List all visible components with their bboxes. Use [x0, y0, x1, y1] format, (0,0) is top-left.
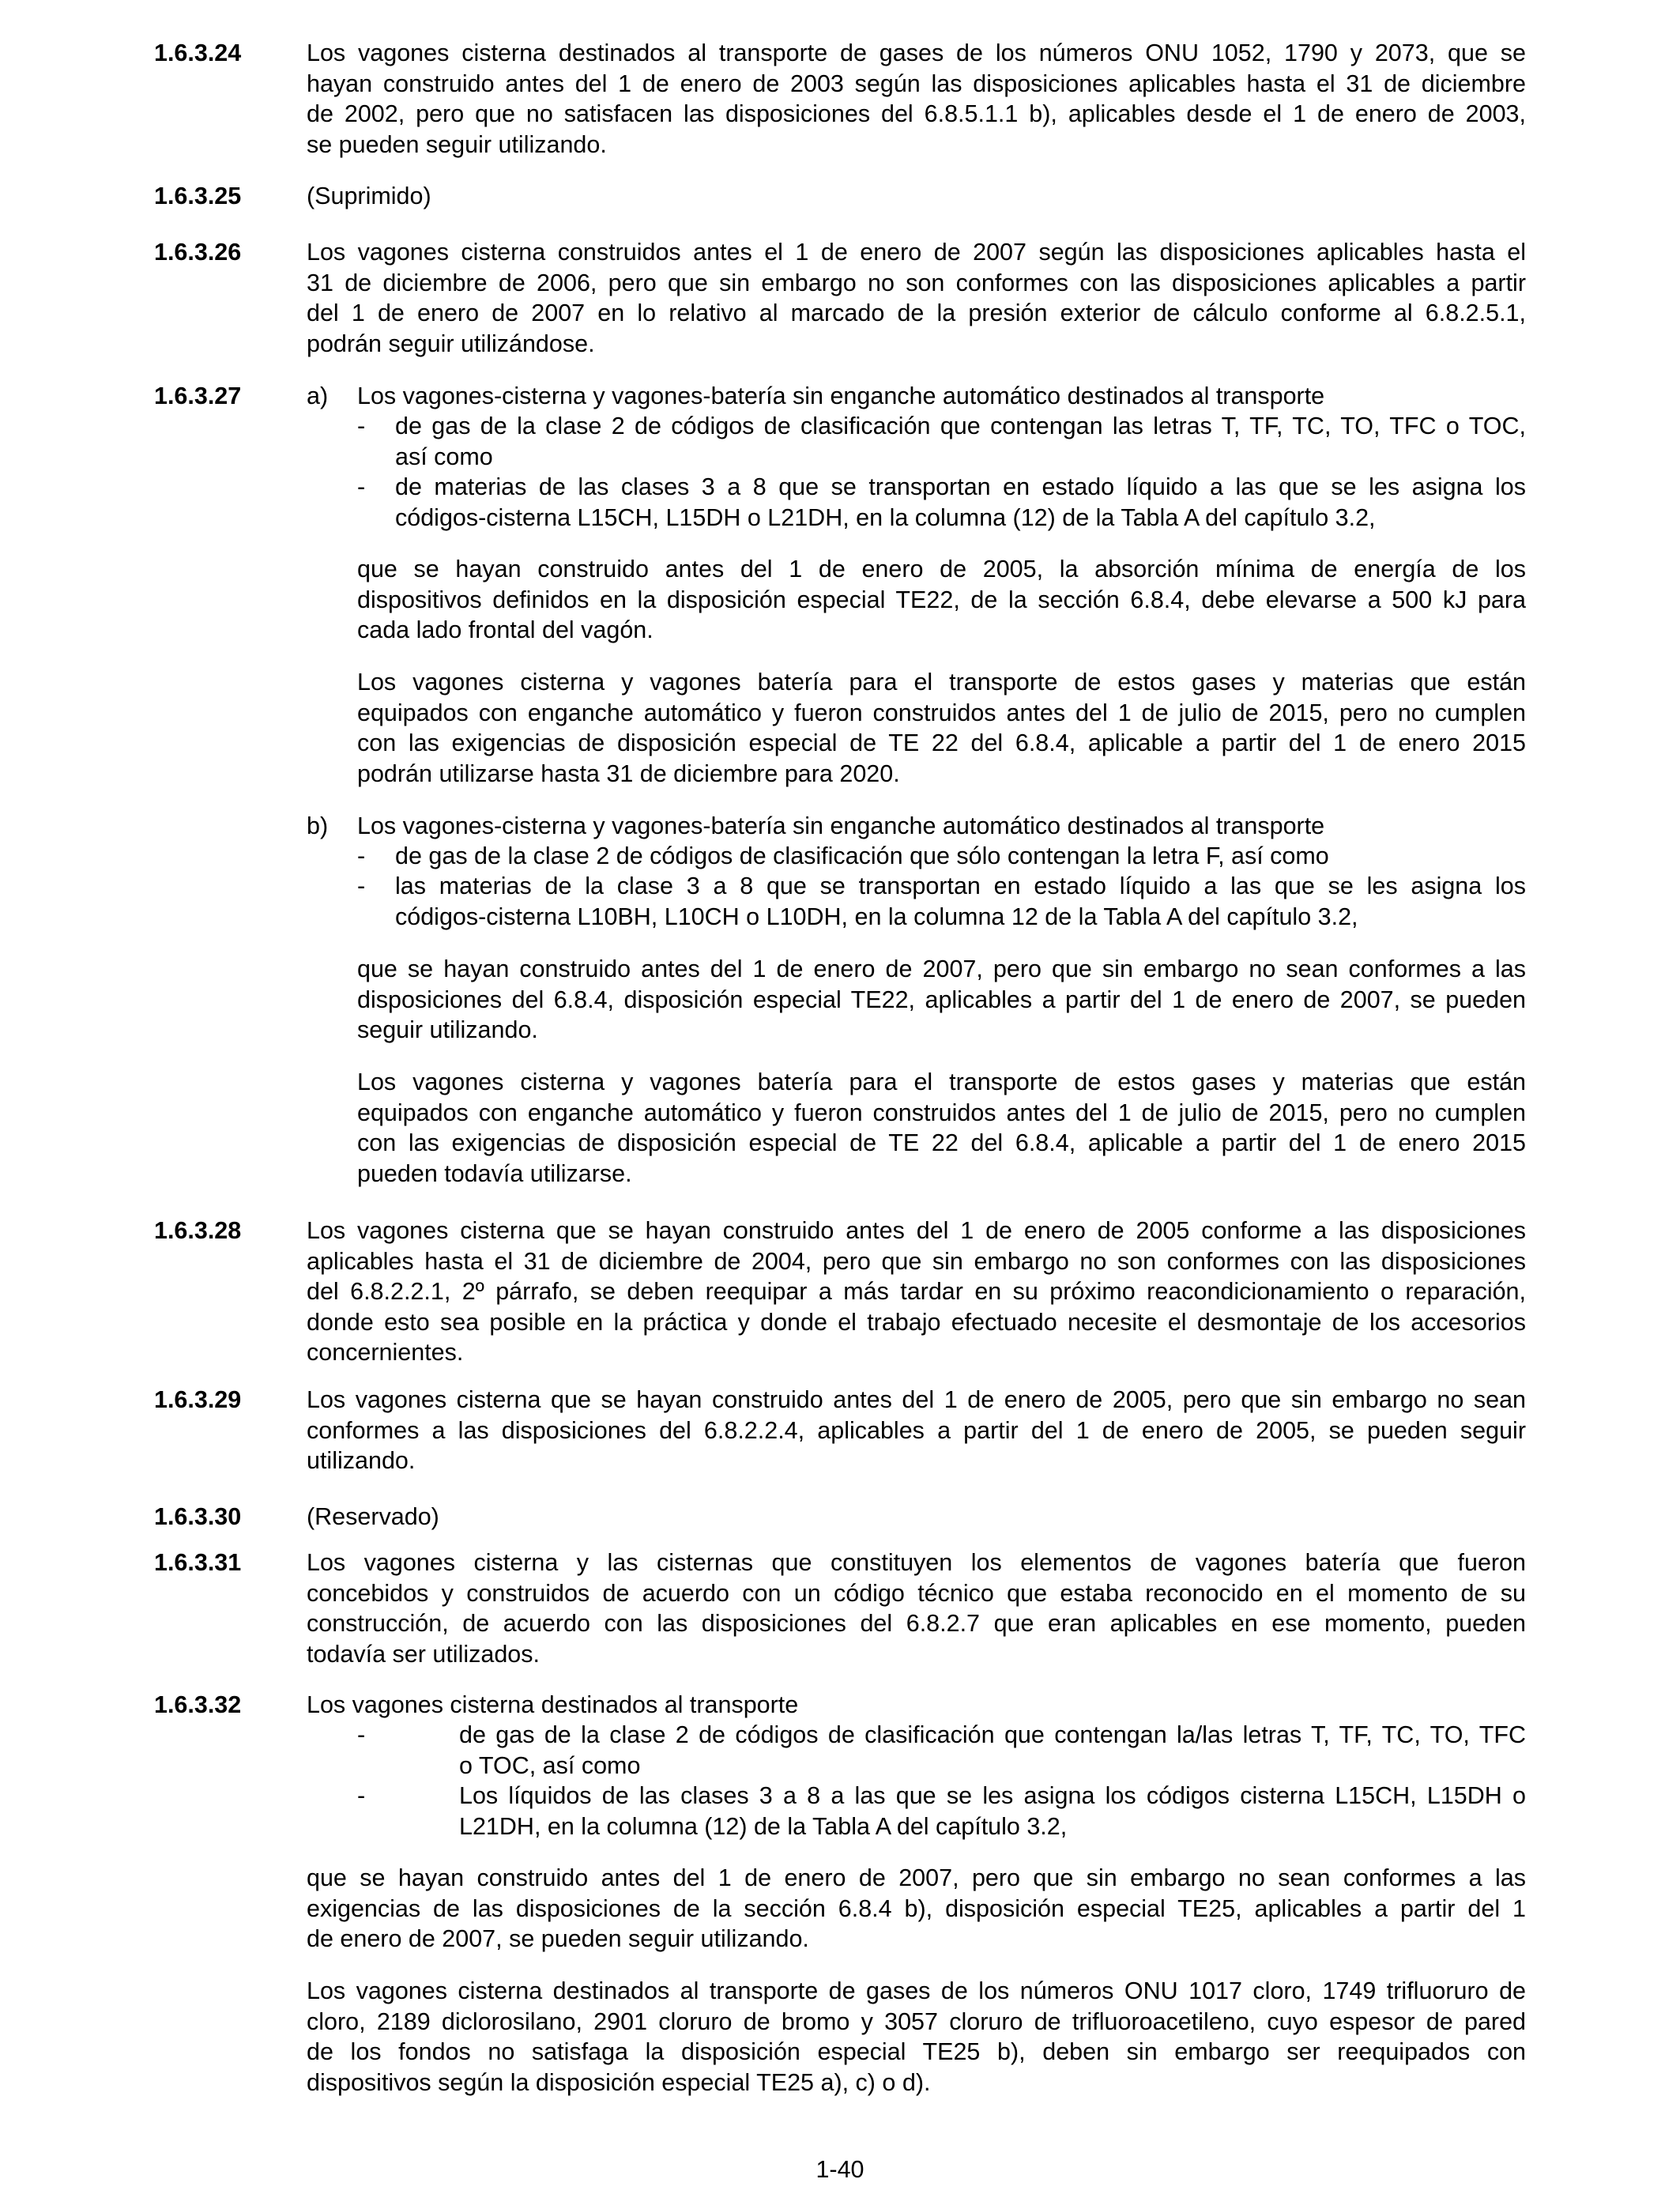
- text-line: (Suprimido): [307, 183, 431, 209]
- text-line: podrán seguir utilizándose.: [307, 330, 595, 357]
- text-line: dispositivos definidos en la disposición especial TE22, de la sección 6.8.4, debe elevarse a 500 kJ para: [357, 586, 1526, 613]
- bullet-item: [395, 411, 1526, 472]
- bullet-dash: -: [357, 413, 366, 439]
- text-line: de materias de las clases 3 a 8 que se transportan en estado líquido a las que se les asigna los: [395, 473, 1526, 500]
- section-number: 1.6.3.31: [154, 1549, 242, 1576]
- text-line: construcción, de acuerdo con las disposiciones del 6.8.2.7 que eran aplicables en ese momento, pueden: [307, 1610, 1526, 1637]
- text-line: Los líquidos de las clases 3 a 8 a las que se les asigna los códigos cisterna L15CH, L15DH o: [459, 1782, 1526, 1809]
- section-text: [307, 1547, 1526, 1669]
- text-line: Los vagones-cisterna y vagones-batería sin enganche automático destinados al transporte: [357, 812, 1325, 839]
- bullet-item: [395, 472, 1526, 533]
- section-text: [307, 1502, 1526, 1532]
- text-line: Los vagones-cisterna y vagones-batería sin enganche automático destinados al transporte: [357, 383, 1325, 409]
- text-line: que se hayan construido antes del 1 de enero de 2007, pero que sin embargo no sean conformes a las: [307, 1864, 1526, 1891]
- item-b-paragraph-1: [357, 954, 1526, 1046]
- text-line: del 6.8.2.2.1, 2º párrafo, se deben reequipar a más tardar en su próximo reacondicionamiento o reparación,: [307, 1278, 1526, 1305]
- bullet-dash: -: [357, 843, 366, 869]
- text-line: códigos-cisterna L15CH, L15DH o L21DH, en la columna (12) de la Tabla A del capítulo 3.2,: [395, 503, 1376, 531]
- text-line: seguir utilizando.: [357, 1016, 538, 1043]
- section-number: 1.6.3.25: [154, 183, 242, 209]
- text-line: de gas de la clase 2 de códigos de clasificación que contengan la/las letras T, TF, TC, TO, TFC: [459, 1721, 1526, 1748]
- text-line: dispositivos según la disposición especial TE25 a), c) o d).: [307, 2068, 931, 2096]
- bullet-dash: -: [357, 473, 366, 500]
- text-line: que se hayan construido antes del 1 de enero de 2007, pero que sin embargo no sean conformes a las: [357, 956, 1526, 982]
- bullet-item: [395, 841, 1526, 872]
- text-line: de gas de la clase 2 de códigos de clasificación que sólo contengan la letra F, así como: [395, 843, 1329, 869]
- text-line: hayan construido antes del 1 de enero de 2003 según las disposiciones aplicables hasta el 31 de diciembre: [307, 70, 1526, 97]
- bullet-dash: -: [357, 873, 366, 899]
- text-line: Los vagones cisterna que se hayan construido antes del 1 de enero de 2005, pero que sin embargo no sean: [307, 1386, 1526, 1413]
- bullet-item: [395, 871, 1526, 932]
- text-line: equipados con enganche automático y fueron construidos antes del 1 de julio de 2015, pero no cumplen: [357, 699, 1526, 726]
- text-line: concernientes.: [307, 1339, 464, 1366]
- section-text: [307, 237, 1526, 359]
- section-text: [307, 38, 1526, 160]
- item-a-paragraph-1: [357, 554, 1526, 646]
- text-line: de gas de la clase 2 de códigos de clasificación que contengan las letras T, TF, TC, TO, TFC o TOC,: [395, 413, 1526, 439]
- section-number: 1.6.3.29: [154, 1386, 242, 1413]
- text-line: pueden todavía utilizarse.: [357, 1159, 632, 1187]
- text-line: Los vagones cisterna destinados al transporte de gases de los números ONU 1017 cloro, 1749 trifluoruro de: [307, 1977, 1526, 2004]
- text-line: Los vagones cisterna y vagones batería para el transporte de estos gases y materias que están: [357, 1069, 1526, 1095]
- text-line: o TOC, así como: [459, 1751, 641, 1779]
- text-line: con las exigencias de disposición especial de TE 22 del 6.8.4, aplicable a partir del 1 de enero 2015: [357, 1129, 1526, 1156]
- bullet-item: [459, 1781, 1526, 1842]
- item-b-intro: [357, 811, 1526, 842]
- text-line: todavía ser utilizados.: [307, 1640, 540, 1668]
- text-line: cada lado frontal del vagón.: [357, 616, 654, 643]
- text-line: concebidos y construidos de acuerdo con un código técnico que estaba reconocido en el momento de su: [307, 1579, 1526, 1607]
- section-number: 1.6.3.32: [154, 1691, 242, 1718]
- text-line: cloro, 2189 diclorosilano, 2901 cloruro de bromo y 3057 cloruro de trifluoroacetileno, cuyo espesor de pared: [307, 2007, 1526, 2035]
- section-intro: [307, 1690, 1526, 1721]
- text-line: códigos-cisterna L10BH, L10CH o L10DH, en la columna 12 de la Tabla A del capítulo 3.2,: [395, 903, 1358, 930]
- text-line: de los fondos no satisfaga la disposición especial TE25 b), deben sin embargo ser reequipados con: [307, 2038, 1526, 2065]
- text-line: Los vagones cisterna construidos antes el 1 de enero de 2007 según las disposiciones aplicables hasta el: [307, 239, 1526, 266]
- text-line: equipados con enganche automático y fueron construidos antes del 1 de julio de 2015, pero no cumplen: [357, 1099, 1526, 1126]
- item-b-paragraph-2: [357, 1067, 1526, 1189]
- section-number: 1.6.3.27: [154, 383, 242, 409]
- section-number: 1.6.3.26: [154, 239, 242, 266]
- text-line: con las exigencias de disposición especial de TE 22 del 6.8.4, aplicable a partir del 1 de enero 2015: [357, 729, 1526, 756]
- text-line: conformes a las disposiciones del 6.8.2.2.4, aplicables a partir del 1 de enero de 2005, se pueden seguir: [307, 1416, 1526, 1444]
- section-number: 1.6.3.28: [154, 1217, 242, 1244]
- text-line: aplicables hasta el 31 de diciembre de 2004, pero que sin embargo no son conformes con las disposiciones: [307, 1247, 1526, 1275]
- text-line: Los vagones cisterna destinados al transporte de gases de los números ONU 1052, 1790 y 2073, que se: [307, 40, 1526, 66]
- item-a-intro: [357, 381, 1526, 412]
- text-line: L21DH, en la columna (12) de la Tabla A del capítulo 3.2,: [459, 1812, 1068, 1840]
- item-label-b: b): [307, 812, 329, 839]
- bullet-item: [459, 1720, 1526, 1781]
- section-paragraph-1: [307, 1863, 1526, 1955]
- text-line: Los vagones cisterna destinados al transporte: [307, 1691, 799, 1718]
- text-line: Los vagones cisterna y vagones batería para el transporte de estos gases y materias que están: [357, 669, 1526, 696]
- bullet-dash: -: [357, 1782, 366, 1809]
- text-line: Los vagones cisterna que se hayan construido antes del 1 de enero de 2005 conforme a las disposiciones: [307, 1217, 1526, 1244]
- text-line: las materias de la clase 3 a 8 que se transportan en estado líquido a las que se les asigna los: [395, 873, 1526, 899]
- text-line: exigencias de las disposiciones de la sección 6.8.4 b), disposición especial TE25, aplicables a partir del 1: [307, 1894, 1526, 1922]
- section-text: [307, 181, 1526, 212]
- section-paragraph-2: [307, 1976, 1526, 2098]
- page-number: 1-40: [816, 2156, 864, 2183]
- section-number: 1.6.3.30: [154, 1503, 242, 1530]
- text-line: de 2002, pero que no satisfacen las disposiciones del 6.8.5.1.1 b), aplicables desde el 1 de enero de 2003,: [307, 100, 1526, 127]
- text-line: podrán utilizarse hasta 31 de diciembre para 2020.: [357, 760, 900, 787]
- text-line: 31 de diciembre de 2006, pero que sin embargo no son conformes con las disposiciones aplicables a partir: [307, 269, 1526, 296]
- text-line: así como: [395, 443, 493, 470]
- text-line: donde esto sea posible en la práctica y donde el trabajo efectuado necesite el desmontaje de los accesorios: [307, 1308, 1526, 1336]
- item-a-paragraph-2: [357, 667, 1526, 789]
- text-line: (Reservado): [307, 1503, 439, 1530]
- text-line: del 1 de enero de 2007 en lo relativo al marcado de la presión exterior de cálculo conforme al 6.8.2.5.1,: [307, 300, 1526, 326]
- text-line: utilizando.: [307, 1447, 416, 1474]
- section-text: [307, 1216, 1526, 1368]
- section-text: [307, 1385, 1526, 1476]
- text-line: de enero de 2007, se pueden seguir utilizando.: [307, 1925, 809, 1952]
- text-line: Los vagones cisterna y las cisternas que constituyen los elementos de vagones batería que fueron: [307, 1549, 1526, 1576]
- section-number: 1.6.3.24: [154, 40, 242, 66]
- bullet-dash: -: [357, 1721, 366, 1748]
- item-label-a: a): [307, 383, 329, 409]
- text-line: se pueden seguir utilizando.: [307, 130, 607, 158]
- text-line: que se hayan construido antes del 1 de enero de 2005, la absorción mínima de energía de los: [357, 556, 1526, 582]
- text-line: disposiciones del 6.8.4, disposición especial TE22, aplicables a partir del 1 de enero de 2007, se pueden: [357, 986, 1526, 1013]
